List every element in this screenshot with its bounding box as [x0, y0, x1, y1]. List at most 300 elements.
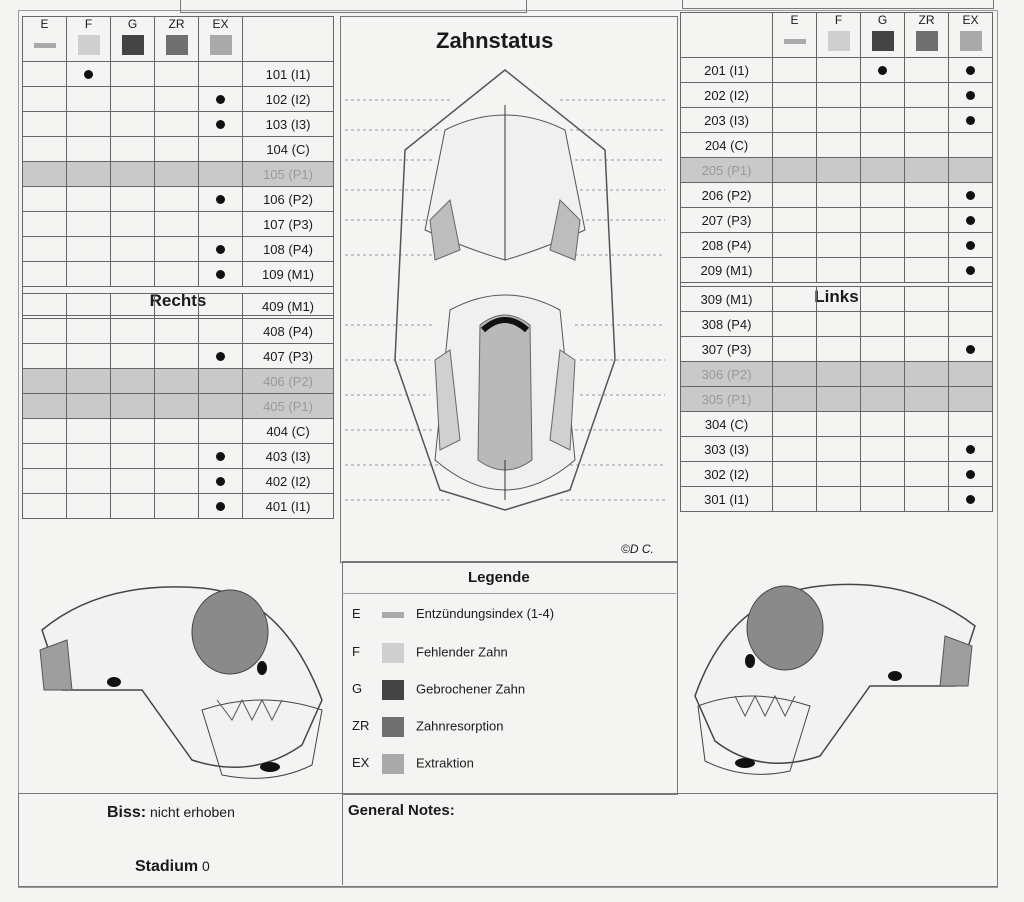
tooth-label: 308 (P4) — [681, 312, 773, 337]
cell-zr — [155, 494, 199, 519]
cell-zr — [905, 462, 949, 487]
cell-g — [861, 58, 905, 83]
tooth-label: 303 (I3) — [681, 437, 773, 462]
mark-dot — [966, 470, 975, 479]
cell-e — [23, 394, 67, 419]
mark-dot — [966, 191, 975, 200]
legend-code: F — [352, 644, 360, 660]
cell-e — [23, 319, 67, 344]
cell-g — [861, 362, 905, 387]
cell-f — [67, 162, 111, 187]
cell-g — [111, 237, 155, 262]
tooth-row — [681, 312, 993, 337]
cell-ex — [949, 462, 993, 487]
mark-dot — [966, 445, 975, 454]
column-header-zr — [905, 13, 949, 58]
cell-zr — [905, 133, 949, 158]
cell-e — [773, 83, 817, 108]
column-header-tooth — [243, 17, 334, 62]
cell-f — [67, 262, 111, 287]
cell-f — [67, 369, 111, 394]
mark-dot — [216, 195, 225, 204]
mark-dot — [216, 270, 225, 279]
tooth-row — [681, 337, 993, 362]
column-header-g — [111, 17, 155, 62]
tooth-row — [681, 362, 993, 387]
column-header-label: E — [790, 13, 799, 27]
mark-dot — [878, 66, 887, 75]
cell-ex — [949, 233, 993, 258]
cell-e — [23, 212, 67, 237]
tooth-label: 404 (C) — [243, 419, 334, 444]
cell-f — [817, 108, 861, 133]
tooth-label: 408 (P4) — [243, 319, 334, 344]
cell-g — [861, 183, 905, 208]
tooth-row — [23, 162, 334, 187]
cell-g — [111, 444, 155, 469]
cell-g — [111, 262, 155, 287]
tooth-label: 207 (P3) — [681, 208, 773, 233]
cell-zr — [905, 412, 949, 437]
cell-f — [817, 258, 861, 283]
skull-right-view — [22, 570, 332, 785]
cell-ex — [199, 237, 243, 262]
column-header-e — [23, 17, 67, 62]
legend-swatch — [960, 31, 982, 51]
tooth-label: 206 (P2) — [681, 183, 773, 208]
legend-item — [352, 717, 503, 737]
cell-f — [67, 419, 111, 444]
tooth-label: 107 (P3) — [243, 212, 334, 237]
tooth-row — [681, 108, 993, 133]
tooth-label: 406 (P2) — [243, 369, 334, 394]
tooth-label: 203 (I3) — [681, 108, 773, 133]
cell-ex — [199, 87, 243, 112]
tooth-row — [681, 58, 993, 83]
tooth-row — [681, 437, 993, 462]
tooth-label: 201 (I1) — [681, 58, 773, 83]
mark-dot — [966, 241, 975, 250]
cell-f — [817, 362, 861, 387]
cell-zr — [155, 237, 199, 262]
tooth-row — [23, 419, 334, 444]
legend-swatch — [122, 35, 144, 55]
cell-g — [861, 337, 905, 362]
cell-zr — [155, 419, 199, 444]
mark-dot — [84, 70, 93, 79]
tooth-row — [681, 208, 993, 233]
cell-ex — [199, 394, 243, 419]
tooth-row — [681, 233, 993, 258]
cell-zr — [155, 369, 199, 394]
legend-swatch — [382, 717, 404, 737]
legend-text: Extraktion — [416, 755, 474, 771]
cell-e — [773, 158, 817, 183]
mark-dot — [216, 120, 225, 129]
cell-e — [23, 294, 67, 319]
cell-ex — [199, 62, 243, 87]
tooth-row — [681, 83, 993, 108]
cell-zr — [905, 83, 949, 108]
cell-g — [861, 462, 905, 487]
tooth-label: 209 (M1) — [681, 258, 773, 283]
cell-g — [111, 62, 155, 87]
legend-swatch — [784, 39, 806, 44]
tooth-label: 204 (C) — [681, 133, 773, 158]
tooth-label: 405 (P1) — [243, 394, 334, 419]
cell-zr — [155, 344, 199, 369]
cell-ex — [949, 387, 993, 412]
cell-ex — [949, 208, 993, 233]
table-header-row — [23, 17, 334, 62]
middle-column-frame — [340, 16, 678, 563]
mark-dot — [966, 216, 975, 225]
cell-e — [23, 87, 67, 112]
legend-swatch — [828, 31, 850, 51]
tooth-label: 403 (I3) — [243, 444, 334, 469]
tooth-label: 402 (I2) — [243, 469, 334, 494]
cell-e — [23, 469, 67, 494]
general-notes-label: General Notes: — [348, 802, 455, 819]
mark-dot — [966, 495, 975, 504]
cell-ex — [199, 112, 243, 137]
cell-f — [67, 187, 111, 212]
cell-ex — [949, 108, 993, 133]
cell-e — [23, 369, 67, 394]
cell-g — [861, 133, 905, 158]
mark-dot — [966, 91, 975, 100]
mark-dot — [966, 266, 975, 275]
legend-swatch — [34, 43, 56, 48]
mark-dot — [216, 477, 225, 486]
tooth-label: 302 (I2) — [681, 462, 773, 487]
cell-f — [817, 437, 861, 462]
legend-swatch — [78, 35, 100, 55]
stadium-field — [135, 858, 210, 876]
tooth-row — [23, 344, 334, 369]
column-header-e — [773, 13, 817, 58]
cell-e — [23, 494, 67, 519]
cell-e — [773, 108, 817, 133]
tooth-row — [23, 112, 334, 137]
page-title: Zahnstatus — [436, 28, 554, 53]
cell-ex — [199, 187, 243, 212]
tooth-label: 103 (I3) — [243, 112, 334, 137]
stadium-value: 0 — [202, 858, 210, 874]
legend-item — [352, 643, 508, 663]
cell-f — [67, 237, 111, 262]
cell-g — [861, 258, 905, 283]
cell-g — [111, 494, 155, 519]
cell-zr — [905, 312, 949, 337]
cell-e — [773, 233, 817, 258]
cell-ex — [199, 294, 243, 319]
cell-f — [67, 212, 111, 237]
top-right-box-edge — [682, 0, 994, 9]
cell-e — [23, 419, 67, 444]
cell-e — [773, 258, 817, 283]
cell-ex — [199, 469, 243, 494]
tooth-row — [23, 212, 334, 237]
cell-zr — [905, 387, 949, 412]
upper-left-jaw-table — [680, 12, 993, 312]
cell-ex — [199, 369, 243, 394]
cell-f — [67, 444, 111, 469]
tooth-label: 306 (P2) — [681, 362, 773, 387]
cell-zr — [155, 262, 199, 287]
tooth-row — [681, 462, 993, 487]
tooth-row — [681, 258, 993, 283]
cell-ex — [199, 137, 243, 162]
section-label: Rechts — [23, 287, 334, 316]
tooth-row — [23, 237, 334, 262]
lower-right-jaw-table — [22, 293, 334, 519]
cell-e — [23, 187, 67, 212]
cell-g — [861, 487, 905, 512]
legend-text: Gebrochener Zahn — [416, 681, 526, 697]
cell-zr — [905, 58, 949, 83]
tooth-label: 109 (M1) — [243, 262, 334, 287]
cell-f — [817, 312, 861, 337]
cell-zr — [905, 208, 949, 233]
cell-zr — [905, 487, 949, 512]
cell-e — [773, 208, 817, 233]
cell-f — [817, 58, 861, 83]
cell-zr — [905, 337, 949, 362]
tooth-row — [681, 387, 993, 412]
column-header-label: EX — [212, 17, 229, 31]
tooth-label: 208 (P4) — [681, 233, 773, 258]
cell-e — [773, 287, 817, 312]
legend-swatch — [872, 31, 894, 51]
cell-g — [111, 294, 155, 319]
cell-f — [817, 233, 861, 258]
cell-zr — [905, 437, 949, 462]
cell-e — [23, 344, 67, 369]
cell-f — [67, 494, 111, 519]
column-header-label: E — [40, 17, 49, 31]
tooth-row — [681, 412, 993, 437]
cell-e — [23, 112, 67, 137]
cell-ex — [949, 133, 993, 158]
cell-ex — [199, 262, 243, 287]
tooth-row — [23, 319, 334, 344]
tooth-row — [681, 287, 993, 312]
tooth-label: 301 (I1) — [681, 487, 773, 512]
cell-g — [111, 162, 155, 187]
tooth-row — [681, 158, 993, 183]
legend-swatch — [382, 643, 404, 663]
cell-ex — [199, 494, 243, 519]
cell-g — [861, 412, 905, 437]
legend-swatch — [916, 31, 938, 51]
tooth-row — [23, 87, 334, 112]
column-header-label: G — [127, 17, 138, 31]
cell-zr — [905, 158, 949, 183]
cell-f — [67, 137, 111, 162]
cell-zr — [155, 444, 199, 469]
cell-e — [773, 337, 817, 362]
cell-e — [773, 183, 817, 208]
tooth-label: 205 (P1) — [681, 158, 773, 183]
cell-zr — [905, 233, 949, 258]
cell-ex — [199, 419, 243, 444]
tooth-row — [23, 369, 334, 394]
column-header-g — [861, 13, 905, 58]
tooth-label: 102 (I2) — [243, 87, 334, 112]
column-header-f — [817, 13, 861, 58]
cell-f — [817, 83, 861, 108]
table-header-row — [681, 13, 993, 58]
cell-f — [67, 469, 111, 494]
cell-e — [23, 162, 67, 187]
cell-zr — [155, 469, 199, 494]
cell-ex — [199, 319, 243, 344]
copyright-text: ©D C. — [621, 542, 654, 556]
cell-f — [817, 387, 861, 412]
column-header-label: EX — [962, 13, 979, 27]
legend-swatch — [382, 754, 404, 774]
cell-e — [773, 462, 817, 487]
notes-divider — [342, 793, 343, 885]
column-header-ex — [949, 13, 993, 58]
cell-f — [67, 112, 111, 137]
cell-e — [23, 262, 67, 287]
legend-code: EX — [352, 755, 370, 771]
legend-swatch — [382, 612, 404, 618]
cell-g — [111, 419, 155, 444]
section-label: Links — [681, 283, 993, 312]
cell-zr — [155, 87, 199, 112]
tooth-label: 307 (P3) — [681, 337, 773, 362]
top-left-box-edge — [180, 0, 527, 13]
mark-dot — [216, 245, 225, 254]
column-header-f — [67, 17, 111, 62]
cell-ex — [949, 58, 993, 83]
cell-g — [111, 394, 155, 419]
mark-dot — [216, 352, 225, 361]
tooth-label: 409 (M1) — [243, 294, 334, 319]
cell-f — [817, 183, 861, 208]
cell-g — [111, 112, 155, 137]
tooth-row — [23, 469, 334, 494]
legend-item — [352, 680, 525, 700]
cell-ex — [199, 162, 243, 187]
legend-item — [352, 606, 554, 621]
cell-f — [67, 294, 111, 319]
mark-dot — [966, 66, 975, 75]
cell-ex — [199, 212, 243, 237]
column-header-tooth — [681, 13, 773, 58]
column-header-label: F — [84, 17, 93, 31]
cell-f — [817, 487, 861, 512]
tooth-row — [23, 187, 334, 212]
mark-dot — [216, 95, 225, 104]
tooth-label: 104 (C) — [243, 137, 334, 162]
cell-zr — [155, 394, 199, 419]
tooth-row — [23, 137, 334, 162]
cell-f — [817, 412, 861, 437]
cell-zr — [155, 162, 199, 187]
legend-code: E — [352, 606, 361, 621]
cell-zr — [155, 212, 199, 237]
mark-dot — [966, 345, 975, 354]
cell-zr — [905, 287, 949, 312]
cell-e — [773, 312, 817, 337]
cell-f — [817, 287, 861, 312]
cell-zr — [155, 187, 199, 212]
cell-ex — [949, 183, 993, 208]
cell-g — [111, 319, 155, 344]
legend-swatch — [382, 680, 404, 700]
cell-zr — [155, 62, 199, 87]
cell-ex — [199, 344, 243, 369]
legend-swatch — [166, 35, 188, 55]
cell-g — [111, 212, 155, 237]
cell-zr — [905, 258, 949, 283]
cell-f — [67, 319, 111, 344]
cell-ex — [949, 487, 993, 512]
cell-g — [861, 108, 905, 133]
cell-f — [817, 337, 861, 362]
tooth-row — [681, 487, 993, 512]
legend-text: Entzündungsindex (1-4) — [416, 606, 555, 621]
tooth-row — [23, 394, 334, 419]
cell-zr — [905, 183, 949, 208]
cell-f — [817, 158, 861, 183]
legend-text: Fehlender Zahn — [416, 644, 508, 660]
column-header-label: G — [877, 13, 888, 27]
cell-ex — [199, 444, 243, 469]
cell-zr — [155, 137, 199, 162]
cell-g — [111, 137, 155, 162]
tooth-label: 101 (I1) — [243, 62, 334, 87]
cell-g — [861, 208, 905, 233]
tooth-row — [681, 183, 993, 208]
skull-left-view — [690, 566, 990, 781]
legend-title: Legende — [468, 569, 530, 586]
cell-e — [773, 58, 817, 83]
cell-f — [817, 133, 861, 158]
cell-f — [817, 208, 861, 233]
cell-f — [817, 462, 861, 487]
cell-g — [861, 158, 905, 183]
cell-g — [861, 387, 905, 412]
cell-zr — [905, 362, 949, 387]
cell-f — [67, 87, 111, 112]
cell-g — [861, 83, 905, 108]
lower-left-jaw-table — [680, 286, 993, 512]
cell-g — [111, 344, 155, 369]
cell-ex — [949, 412, 993, 437]
cell-g — [111, 469, 155, 494]
tooth-label: 105 (P1) — [243, 162, 334, 187]
tooth-label: 202 (I2) — [681, 83, 773, 108]
biss-label: Biss: — [107, 804, 147, 821]
cell-ex — [949, 362, 993, 387]
cell-e — [773, 133, 817, 158]
biss-field — [107, 804, 235, 822]
cell-g — [861, 287, 905, 312]
cell-g — [861, 437, 905, 462]
cell-ex — [949, 337, 993, 362]
mark-dot — [216, 452, 225, 461]
cell-ex — [949, 258, 993, 283]
legend-code: G — [352, 681, 363, 697]
cell-e — [23, 237, 67, 262]
mark-dot — [216, 502, 225, 511]
cell-g — [861, 312, 905, 337]
